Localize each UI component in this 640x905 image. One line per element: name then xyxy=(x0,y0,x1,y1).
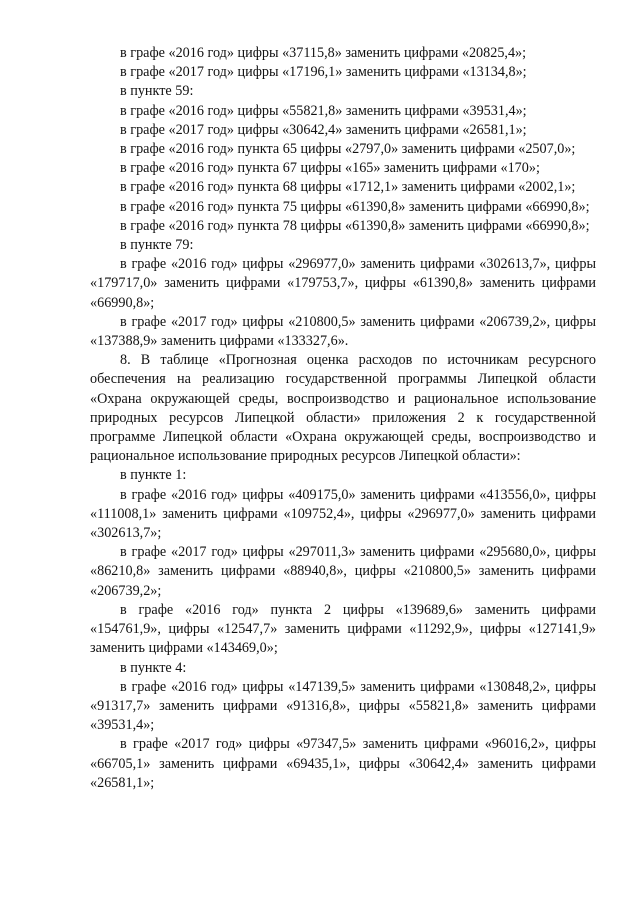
paragraph: 8. В таблице «Прогнозная оценка расходов по источникам ресурсного обеспечения на реализацию государственной программы Липецкой области «Охрана окружающей среды, воспроизводство и рациональное использование природных ресурсов Липецкой области» приложения 2 к государственной программе Липецкой области «Охрана окружающей среды, воспроизводство и рациональное использование природных ресурсов Липецкой области»: xyxy=(90,352,596,465)
paragraph: в графе «2017 год» цифры «297011,3» заменить цифрами «295680,0», цифры «86210,8» заменить цифрами «88940,8», цифры «210800,5» заменить цифрами «206739,2»; xyxy=(90,544,596,599)
paragraph: в пункте 4: xyxy=(120,659,187,676)
paragraph: в графе «2017 год» цифры «30642,4» заменить цифрами «26581,1»; xyxy=(120,121,527,138)
paragraph: в пункте 1: xyxy=(120,467,187,484)
paragraph: в графе «2016 год» цифры «55821,8» заменить цифрами «39531,4»; xyxy=(120,102,527,119)
paragraph: в графе «2016 год» цифры «147139,5» заменить цифрами «130848,2», цифры «91317,7» заменить цифрами «91316,8», цифры «55821,8» заменить цифрами «39531,4»; xyxy=(90,678,596,734)
paragraph: в пункте 79: xyxy=(120,237,194,254)
paragraph: в графе «2016 год» цифры «296977,0» заменить цифрами «302613,7», цифры «179717,0» заменить цифрами «179753,7», цифры «61390,8» заменить цифрами «66990,8»; xyxy=(90,256,596,311)
paragraph: в графе «2017 год» цифры «97347,5» заменить цифрами «96016,2», цифры «66705,1» заменить цифрами «69435,1», цифры «30642,4» заменить цифрами «26581,1»; xyxy=(90,736,596,791)
paragraph: в пункте 59: xyxy=(120,83,194,100)
paragraph: в графе «2016 год» пункта 65 цифры «2797,0» заменить цифрами «2507,0»; xyxy=(120,141,576,158)
paragraph: в графе «2016 год» цифры «409175,0» заменить цифрами «413556,0», цифры «111008,1» заменить цифрами «109752,4», цифры «296977,0» заменить цифрами «302613,7»; xyxy=(90,486,596,542)
paragraph: в графе «2016 год» пункта 67 цифры «165» заменить цифрами «170»; xyxy=(120,160,540,177)
paragraph: в графе «2017 год» цифры «17196,1» заменить цифрами «13134,8»; xyxy=(120,64,527,81)
paragraph: в графе «2016 год» пункта 2 цифры «139689,6» заменить цифрами «154761,9», цифры «12547,7» заменить цифрами «11292,9», цифры «127141,9» заменить цифрами «143469,0»; xyxy=(90,601,596,657)
paragraph: в графе «2016 год» пункта 68 цифры «1712,1» заменить цифрами «2002,1»; xyxy=(120,179,576,196)
paragraph: в графе «2016 год» пункта 75 цифры «61390,8» заменить цифрами «66990,8»; xyxy=(120,198,590,215)
paragraph: в графе «2017 год» цифры «210800,5» заменить цифрами «206739,2», цифры «137388,9» заменить цифрами «133327,6». xyxy=(90,313,596,350)
paragraph: в графе «2016 год» пункта 78 цифры «61390,8» заменить цифрами «66990,8»; xyxy=(120,217,590,234)
paragraph: в графе «2016 год» цифры «37115,8» заменить цифрами «20825,4»; xyxy=(120,45,527,61)
